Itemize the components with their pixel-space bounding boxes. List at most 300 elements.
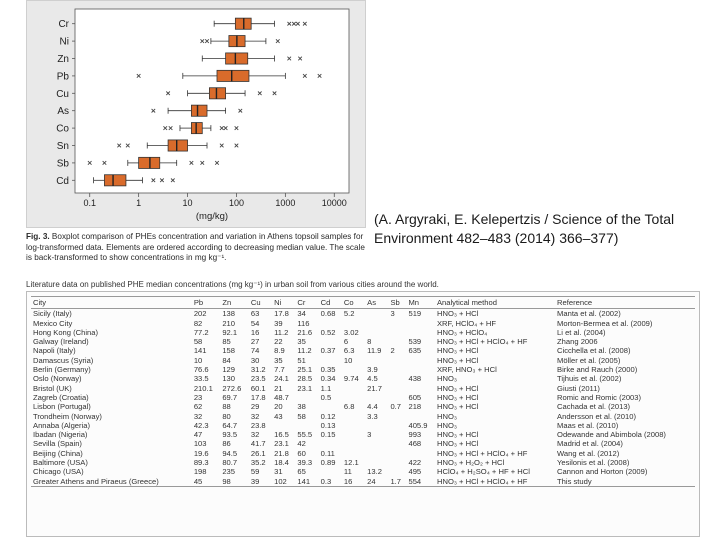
table-cell <box>388 421 406 430</box>
table-cell: Lisbon (Portugal) <box>33 402 91 412</box>
box-iqr <box>217 70 249 81</box>
table-row <box>31 430 695 439</box>
plot-area <box>75 9 349 193</box>
box-iqr <box>209 88 225 99</box>
table-cell: 16 <box>342 477 365 487</box>
table-cell <box>295 421 318 430</box>
table-cell <box>342 421 365 430</box>
table-header-cell: Cd <box>319 297 342 309</box>
table-cell: 438 <box>408 374 422 384</box>
table-cell: 63 <box>250 309 260 319</box>
table-cell: 141 <box>295 477 318 487</box>
table-cell: 539 <box>408 337 422 347</box>
table-cell <box>342 439 365 448</box>
table-cell: 0.34 <box>320 374 336 384</box>
table-cell: HClO₄ + H₂SO₄ + HF + HCl <box>436 467 530 477</box>
table-cell: HNO₃ + HCl <box>436 402 479 412</box>
table-cell: 21.6 <box>297 327 313 337</box>
table-cell: 158 <box>222 346 235 356</box>
table-cell: 47 <box>193 430 203 440</box>
table-cell <box>365 319 388 328</box>
table-cell: 3 <box>367 430 372 440</box>
table-row <box>31 328 695 337</box>
table-cell: 24 <box>365 477 388 487</box>
table-cell <box>406 356 435 365</box>
table-cell <box>342 449 365 458</box>
table-cell: 23.1 <box>274 439 289 449</box>
table-header-row <box>31 297 695 309</box>
table-cell: Annaba (Algeria) <box>33 420 90 430</box>
table-cell: HNO₃ + HCl + HClO₄ + HF <box>435 477 555 487</box>
table-cell: 218 <box>408 402 422 412</box>
table-cell: 272.6 <box>222 383 242 393</box>
table-cell: 3.9 <box>367 365 378 375</box>
table-cell: 42 <box>297 439 306 449</box>
table-cell <box>406 328 435 337</box>
table-cell: 35.2 <box>250 458 266 468</box>
table-cell: 22 <box>274 337 283 347</box>
table-header-cell: Cr <box>295 297 318 309</box>
table-cell: 0.15 <box>320 430 336 440</box>
table-cell: 60 <box>297 448 306 458</box>
boxplot-chart <box>27 1 367 229</box>
element-label: Ni <box>59 36 69 48</box>
table-cell: 0.37 <box>320 346 336 356</box>
table-cell: 9.74 <box>343 374 359 384</box>
table-cell: 58 <box>193 337 203 347</box>
table-header-cell: Pb <box>192 297 221 309</box>
table-cell: HNO₃ + HCl <box>436 346 479 356</box>
table-cell: Berlin (Germany) <box>33 365 91 375</box>
table-cell: 23 <box>193 392 203 402</box>
table-cell: 5.2 <box>343 309 355 319</box>
table-cell: 42.3 <box>193 420 209 430</box>
table-cell: 29 <box>250 402 260 412</box>
table-header-cell: Analytical method <box>435 297 555 309</box>
table-cell: Morton-Bermea et al. (2009) <box>557 318 653 328</box>
table-row <box>31 477 695 487</box>
table-cell: 210.1 <box>193 383 213 393</box>
table-cell: HNO₃ + H₂O₂ + HCl <box>436 458 505 468</box>
table-cell: 0.12 <box>320 411 336 421</box>
table-cell: 18.4 <box>274 458 289 468</box>
table-cell <box>388 430 406 439</box>
table-cell: HNO₃ + HCl <box>436 383 479 393</box>
table-cell: 13.2 <box>367 467 382 477</box>
table-header-cell: Sb <box>388 297 406 309</box>
table-cell: 11.2 <box>297 346 312 356</box>
table-cell: 8.9 <box>274 346 285 356</box>
table-cell: 32 <box>250 411 260 421</box>
table-cell: 39.3 <box>297 458 313 468</box>
box-iqr <box>226 53 248 64</box>
element-label: Cr <box>58 19 69 31</box>
table-cell: 0.13 <box>320 420 336 430</box>
table-cell <box>365 393 388 402</box>
table-cell <box>406 384 435 393</box>
table-cell: 34 <box>297 309 306 319</box>
table-cell: Cachada et al. (2013) <box>557 402 631 412</box>
table-cell: 11 <box>343 467 352 477</box>
table-cell: XRF, HClO₄ + HF <box>436 318 496 328</box>
table-cell: Tijhuis et al. (2002) <box>557 374 622 384</box>
table-cell: Cannon and Horton (2009) <box>557 467 648 477</box>
table-cell: HNO₃ + HClO₄ <box>436 327 488 337</box>
table-cell: Zagreb (Croatia) <box>33 392 89 402</box>
table-cell: 31.2 <box>250 365 266 375</box>
table-cell: 33.5 <box>193 374 209 384</box>
table-cell: HNO₃ + HCl <box>436 439 479 449</box>
table-row <box>31 365 695 374</box>
x-tick-label: 1 <box>136 198 142 208</box>
table-cell: Wang et al. (2012) <box>557 448 620 458</box>
table-cell <box>406 365 435 374</box>
table-cell <box>388 384 406 393</box>
box-iqr <box>139 157 160 168</box>
table-cell: HNO₃ + HCl + HClO₄ + HF <box>436 448 528 458</box>
table-cell: HNO₃ <box>436 420 457 430</box>
table-cell: Li et al. (2004) <box>557 327 606 337</box>
table-cell: 635 <box>408 346 422 356</box>
table-cell <box>365 449 388 458</box>
table-cell: 141 <box>193 346 207 356</box>
table-cell: 138 <box>222 309 235 319</box>
table-cell: 1.1 <box>320 383 332 393</box>
table-cell: 16.5 <box>274 430 289 440</box>
figure-caption <box>26 232 366 264</box>
table-cell: XRF, HNO₃ + HCl <box>436 365 497 375</box>
table-cell <box>365 458 388 467</box>
table-header-cell: Mn <box>406 297 435 309</box>
table-cell: 17.8 <box>274 309 289 319</box>
literature-table-panel <box>26 291 700 537</box>
table-cell: 102 <box>272 477 295 487</box>
table-cell: 84 <box>222 355 231 365</box>
table-cell: 2 <box>390 346 395 356</box>
table-body <box>31 309 695 487</box>
table-cell: 3 <box>390 309 395 319</box>
table-cell: 55.5 <box>297 430 313 440</box>
x-axis-label: (mg/kg) <box>195 211 229 222</box>
table-cell <box>342 365 365 374</box>
table-cell <box>388 467 406 476</box>
table-cell: 6.8 <box>343 402 355 412</box>
table-cell: 39 <box>274 318 283 328</box>
table-row <box>31 374 695 383</box>
table-cell: 0.52 <box>320 327 336 337</box>
x-tick-label: 10000 <box>321 198 347 208</box>
element-label: Cu <box>56 88 69 100</box>
table-cell: 17.8 <box>250 392 266 402</box>
table-cell: Sevilla (Spain) <box>33 439 82 449</box>
figure-panel <box>26 0 366 228</box>
table-cell: 69.7 <box>222 392 238 402</box>
table-cell: 422 <box>408 458 422 468</box>
figure-caption-text: Boxplot comparison of PHEs concentration and variation in Athens topsoil samples for log-transformed data. Elements are ordered according to decreasing median value. The scale is back-transformed to show concentrations in mg kg⁻¹. <box>26 232 365 262</box>
table-cell: 235 <box>222 467 235 477</box>
table-cell: Bristol (UK) <box>33 383 72 393</box>
table-row <box>31 319 695 328</box>
table-row <box>31 384 695 393</box>
table-cell <box>319 337 342 346</box>
table-cell: 23.8 <box>250 420 266 430</box>
table-cell: Giusti (2011) <box>557 383 600 393</box>
table-row <box>31 402 695 411</box>
table-row <box>31 393 695 402</box>
table-cell: 45 <box>192 477 221 487</box>
table-cell: Ibadan (Nigeria) <box>33 430 88 440</box>
table-cell: 25.1 <box>297 365 313 375</box>
citation-text: (A. Argyraki, E. Kelepertzis / Science of the Total Environment 482–483 (2014) 366–377) <box>374 211 675 246</box>
table-cell: 6.3 <box>343 346 355 356</box>
table-cell: 80.7 <box>222 458 238 468</box>
table-cell <box>342 430 365 439</box>
x-tick-label: 1000 <box>275 198 296 208</box>
table-cell: 0.89 <box>320 458 336 468</box>
table-cell: 7.7 <box>274 365 285 375</box>
table-cell: Napoli (Italy) <box>33 346 76 356</box>
table-cell: 48.7 <box>274 392 289 402</box>
table-cell: 31 <box>274 467 283 477</box>
table-row <box>31 458 695 467</box>
table-cell <box>388 365 406 374</box>
table-cell: 27 <box>250 337 260 347</box>
table-row <box>31 421 695 430</box>
table-cell <box>319 319 342 328</box>
table-cell: 993 <box>408 430 422 440</box>
x-tick-label: 0.1 <box>83 198 96 208</box>
table-cell: 3.3 <box>367 411 378 421</box>
table-cell: 10 <box>193 355 203 365</box>
table-cell: Chicago (USA) <box>33 467 84 477</box>
table-cell: HNO₃ <box>436 411 457 421</box>
table-cell: 43 <box>274 411 283 421</box>
table-cell: Damascus (Syria) <box>33 355 94 365</box>
table-header-cell: Co <box>342 297 365 309</box>
table-cell: 23.1 <box>297 383 313 393</box>
table-cell <box>388 412 406 421</box>
table-header-cell: As <box>365 297 388 309</box>
table-cell: 11.2 <box>274 327 289 337</box>
table-row <box>31 439 695 448</box>
table-cell <box>342 412 365 421</box>
table-cell: 4.4 <box>367 402 378 412</box>
table-cell <box>342 393 365 402</box>
table-cell: 62 <box>193 402 203 412</box>
table-cell <box>342 384 365 393</box>
figure-caption-label: Fig. 3. <box>26 232 50 241</box>
table-cell: 130 <box>222 374 235 384</box>
table-cell <box>365 328 388 337</box>
table-cell <box>342 319 365 328</box>
element-label: Cd <box>56 175 69 187</box>
table-cell: 468 <box>408 439 422 449</box>
table-caption: Literature data on published PHE median concentrations (mg kg⁻¹) in urban soil from various cities around the world. <box>26 280 439 289</box>
table-cell: 4.5 <box>367 374 378 384</box>
element-label: Zn <box>57 54 69 65</box>
table-cell: 21 <box>274 383 283 393</box>
table-cell: 94.5 <box>222 448 238 458</box>
table-cell: HNO₃ + HCl <box>436 430 479 440</box>
table-cell: 82 <box>193 318 203 328</box>
table-header-cell: Ni <box>272 297 295 309</box>
table-cell: 93.5 <box>222 430 238 440</box>
box-iqr <box>168 140 187 151</box>
table-cell: Sicily (Italy) <box>33 309 72 319</box>
table-cell: 26.1 <box>250 448 266 458</box>
table-cell: 198 <box>193 467 207 477</box>
table-cell: 12.1 <box>343 458 359 468</box>
table-cell <box>365 439 388 448</box>
table-cell: 554 <box>406 477 435 487</box>
table-cell: Manta et al. (2002) <box>557 309 621 319</box>
table-cell: 54 <box>250 318 260 328</box>
table-cell: 74 <box>250 346 260 356</box>
table-cell: 39 <box>249 477 272 487</box>
table-cell: 23.5 <box>250 374 266 384</box>
x-tick-label: 10 <box>182 198 193 208</box>
table-cell: Zhang 2006 <box>557 337 598 347</box>
table-cell <box>319 467 342 476</box>
table-cell: 65 <box>297 467 306 477</box>
table-row <box>31 356 695 365</box>
table-cell: Oslo (Norway) <box>33 374 82 384</box>
table-header-cell: Reference <box>555 297 695 309</box>
table-cell: 85 <box>222 337 231 347</box>
table-cell: Galway (Ireland) <box>33 337 89 347</box>
table-cell: HNO₃ <box>436 374 457 384</box>
table-header-cell: Cu <box>249 297 272 309</box>
table-cell: 19.6 <box>193 448 209 458</box>
element-label: Sb <box>56 158 69 170</box>
box-iqr <box>191 105 207 116</box>
table-cell: 92.1 <box>222 327 238 337</box>
table-cell: Madrid et al. (2004) <box>557 439 623 449</box>
table-cell <box>295 393 318 402</box>
element-label: Pb <box>56 71 69 83</box>
table-cell <box>388 374 406 383</box>
table-cell: 21.8 <box>274 448 289 458</box>
table-cell: 519 <box>408 309 422 319</box>
table-cell: Beijing (China) <box>33 448 83 458</box>
table-row <box>31 346 695 355</box>
x-tick-label: 100 <box>228 198 244 208</box>
table-cell: 0.5 <box>320 392 332 402</box>
table-cell: 28.5 <box>297 374 313 384</box>
table-cell: 30 <box>250 355 260 365</box>
table-cell: 32 <box>193 411 203 421</box>
table-cell: 8 <box>367 337 372 347</box>
table-cell <box>365 421 388 430</box>
table-cell: 35 <box>297 337 306 347</box>
table-cell: 20 <box>274 402 283 412</box>
table-cell: Trondheim (Norway) <box>33 411 102 421</box>
table-header-cell: Zn <box>220 297 249 309</box>
table-row <box>31 467 695 476</box>
table-cell: 38 <box>297 402 306 412</box>
table-cell: 86 <box>222 439 231 449</box>
box-iqr <box>104 175 125 186</box>
table-row <box>31 337 695 346</box>
table-cell: 80 <box>222 411 231 421</box>
table-cell: 64.7 <box>222 420 238 430</box>
table-cell: 405.9 <box>408 420 428 430</box>
table-cell: 3.02 <box>343 327 359 337</box>
table-cell: Möller et al. (2005) <box>557 355 621 365</box>
table-cell: Hong Kong (China) <box>33 327 99 337</box>
table-cell: 89.3 <box>193 458 209 468</box>
table-cell <box>388 328 406 337</box>
table-cell: This study <box>555 477 695 487</box>
table-cell: 6 <box>343 337 349 347</box>
table-cell: 103 <box>193 439 207 449</box>
table-cell: 58 <box>297 411 306 421</box>
table-cell <box>388 393 406 402</box>
table-cell <box>406 449 435 458</box>
table-cell: Maas et al. (2010) <box>557 420 619 430</box>
table-cell: HNO₃ + HCl <box>436 309 479 319</box>
table-cell: HNO₃ + HCl <box>436 355 479 365</box>
table-cell <box>388 439 406 448</box>
table-cell: 76.6 <box>193 365 209 375</box>
table-cell: 88 <box>222 402 231 412</box>
table-cell: 0.3 <box>319 477 342 487</box>
table-cell: 116 <box>297 318 310 328</box>
table-cell: 210 <box>222 318 235 328</box>
table-cell: HNO₃ + HCl + HClO₄ + HF <box>436 337 528 347</box>
table-cell: Birke and Rauch (2000) <box>557 365 638 375</box>
table-cell <box>388 337 406 346</box>
table-cell: Yesilonis et al. (2008) <box>557 458 630 468</box>
table-cell: Romic and Romic (2003) <box>557 392 642 402</box>
table-cell: HNO₃ + HCl <box>436 392 479 402</box>
table-cell: 60.1 <box>250 383 266 393</box>
table-cell: 495 <box>408 467 422 477</box>
table-cell: 98 <box>220 477 249 487</box>
table-cell <box>365 309 388 319</box>
table-row <box>31 309 695 319</box>
table-cell: 59 <box>250 467 260 477</box>
table-cell: Baltimore (USA) <box>33 458 88 468</box>
table-cell: 0.35 <box>320 365 336 375</box>
table-cell: 41.7 <box>250 439 266 449</box>
table-cell <box>406 412 435 421</box>
table-cell: 21.7 <box>367 383 382 393</box>
table-row <box>31 412 695 421</box>
table-cell: Cicchella et al. (2008) <box>557 346 631 356</box>
table-header-cell: City <box>31 297 192 309</box>
table-cell <box>388 449 406 458</box>
table-cell: 202 <box>193 309 207 319</box>
table-cell: 10 <box>343 355 353 365</box>
table-cell: 0.68 <box>320 309 336 319</box>
table-cell: 1.7 <box>388 477 406 487</box>
element-label: Co <box>56 123 69 135</box>
table-cell: 0.7 <box>390 402 401 412</box>
table-cell: 16 <box>250 327 260 337</box>
table-cell: 0.11 <box>320 448 335 458</box>
element-label: As <box>57 106 69 118</box>
table-cell <box>388 356 406 365</box>
table-cell: 11.9 <box>367 346 382 356</box>
table-cell: 51 <box>297 355 306 365</box>
table-cell: 77.2 <box>193 327 209 337</box>
table-cell: 605 <box>408 392 422 402</box>
table-cell <box>406 319 435 328</box>
literature-table <box>31 296 695 487</box>
table-cell: 24.1 <box>274 374 289 384</box>
table-cell <box>388 458 406 467</box>
